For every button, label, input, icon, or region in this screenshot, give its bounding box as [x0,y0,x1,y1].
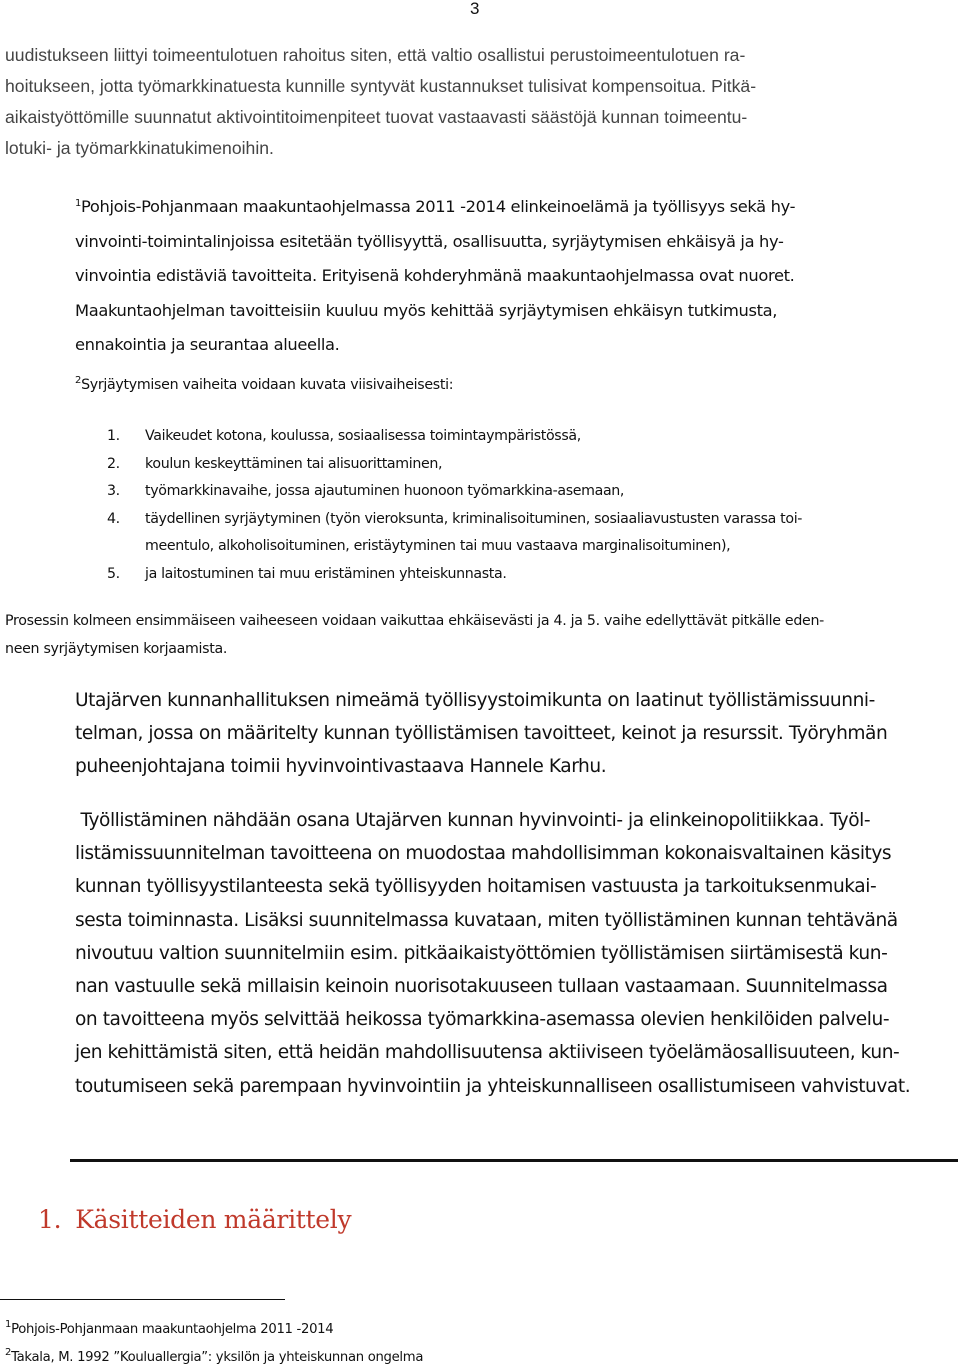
intro-line: uudistukseen liittyi toimeentulotuen rahoitus siten, että valtio osallistui perustoimeentulotuen ra- [5,45,746,65]
paragraph-employment-committee [75,684,953,784]
footnote2-intro [75,375,945,395]
section-heading-number: 1. [38,1205,62,1234]
footnote2-intro-text: Syrjäytymisen vaiheita voidaan kuvata viisivaiheisesti: [81,377,454,393]
paragraph-line: jen kehittämistä siten, että heidän mahdollisuutensa aktiiviseen työelämäosallisuuteen, kun- [75,1042,900,1064]
footnote1-line: ennakointia ja seurantaa alueella. [75,335,340,354]
stage-number: 5. [107,565,120,582]
paragraph-line: kunnan työllisyystilanteesta sekä työllisyyden hoitamisen vastuusta ja tarkoituksenmukai- [75,876,877,898]
footnote1-marker: 1 [75,198,82,209]
paragraph-employment-plan [75,804,953,1103]
intro-paragraph [5,40,953,164]
paragraph-line: Työllistäminen nähdään osana Utajärven kunnan hyvinvointi- ja elinkeinopolitiikkaa. Työl- [75,810,871,831]
stage-text: meentulo, alkoholisoituminen, eristäytyminen tai muu vastaava marginalisoituminen), [145,538,731,555]
paragraph-line: nan vastuulle sekä millaisin keinoin nuorisotakuuseen tullaan vastaamaan. Suunnitelmassa [75,976,888,998]
section-heading [38,1205,351,1234]
stage-item [0,478,960,506]
process-line: Prosessin kolmeen ensimmäiseen vaiheeseen voidaan vaikuttaa ehkäisevästi ja 4. ja 5. vaihe edellyttävät pitkälle eden- [5,613,824,629]
paragraph-line: listämissuunnitelman tavoitteena on muodostaa mahdollisimman kokonaisvaltainen käsitys [75,843,892,865]
footnote-marker: 2 [5,1347,12,1358]
paragraph-line: on tavoitteena myös selvittää heikossa työmarkkina-asemassa olevien henkilöiden palvelu- [75,1009,890,1031]
stage-number: 3. [107,483,120,500]
stage-item [0,506,960,561]
stage-text: koulun keskeyttäminen tai alisuorittaminen, [145,455,443,472]
footnote1-block [75,190,953,363]
paragraph-line: telman, jossa on määritelty kunnan työllistämisen tavoitteet, keinot ja resurssit. Työryhmän [75,723,888,745]
stage-item [0,561,960,589]
intro-line: hoitukseen, jotta työmarkkinatuesta kunnille syntyvät kustannukset tulisivat kompensoitua. Pitkä- [5,76,757,96]
footnote-separator [0,1299,285,1300]
stage-number: 1. [107,428,120,444]
footnote1-line-text: Pohjois-Pohjanmaan maakuntaohjelmassa 2011 -2014 elinkeinoelämä ja työllisyys sekä hy- [81,197,796,216]
footnote1-line [75,190,953,225]
stages-list [0,423,960,589]
paragraph-line: puheenjohtajana toimii hyvinvointivastaava Hannele Karhu. [75,756,607,778]
paragraph-line: Utajärven kunnanhallituksen nimeämä työllisyystoimikunta on laatinut työllistämissuunni- [75,690,875,711]
section-heading-title: Käsitteiden määrittely [75,1205,352,1234]
footnote-item [5,1344,423,1372]
process-line: neen syrjäytymisen korjaamista. [5,640,228,657]
footnote-item [5,1316,423,1344]
footnote-text: Takala, M. 1992 ”Kouluallergia”: yksilön ja yhteiskunnan ongelma [11,1350,424,1365]
process-paragraph [5,608,953,663]
stage-item [0,423,960,451]
footnote1-line: Maakuntaohjelman tavoitteisiin kuuluu myös kehittää syrjäytymisen ehkäisyn tutkimusta, [75,300,778,320]
paragraph-line: nivoutuu valtion suunnitelmiin esim. pitkäaikaistyöttömien työllistämisen siirtämisestä kun- [75,942,888,964]
paragraph-line: toutumiseen sekä parempaan hyvinvointiin ja yhteiskunnalliseen osallistumiseen vahvistuvat. [75,1075,911,1097]
footnote-marker: 1 [5,1319,12,1330]
footnote2-marker: 2 [75,375,82,386]
intro-line: lotuki- ja työmarkkinatukimenoihin. [5,138,274,158]
stage-text: työmarkkinavaihe, jossa ajautuminen huonoon työmarkkina-asemaan, [145,483,625,500]
footnote1-line: vinvointia edistäviä tavoitteita. Erityisenä kohderyhmänä maakuntaohjelmassa ovat nuoret. [75,266,795,285]
stage-item [0,451,960,479]
paragraph-line: sesta toiminnasta. Lisäksi suunnitelmassa kuvataan, miten työllistäminen kunnan tehtävänä [75,909,898,931]
section-divider [70,1159,958,1162]
stage-text: ja laitostuminen tai muu eristäminen yhteiskunnasta. [145,565,507,582]
page-number: 3 [470,0,480,18]
footnote-text: Pohjois-Pohjanmaan maakuntaohjelma 2011 -2014 [11,1322,334,1337]
stage-number: 2. [107,455,120,472]
stage-number: 4. [107,510,120,527]
footnote1-line: vinvointi-toimintalinjoissa esitetään työllisyyttä, osallisuutta, syrjäytymisen ehkäisyä ja hy- [75,231,784,251]
stage-text: täydellinen syrjäytyminen (työn vieroksunta, kriminalisoituminen, sosiaaliavustusten varassa toi- [145,510,803,527]
footnotes [5,1316,423,1372]
intro-line: aikaistyöttömille suunnatut aktivointitoimenpiteet tuovat vastaavasti säästöjä kunnan toimeentu- [5,107,748,127]
stage-text: Vaikeudet kotona, koulussa, sosiaalisessa toimintaympäristössä, [145,428,581,444]
